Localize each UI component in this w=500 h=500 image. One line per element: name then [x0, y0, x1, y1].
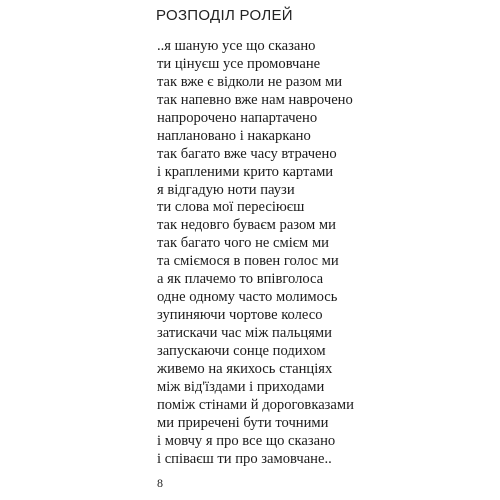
poem-line: і крапленими крито картами: [157, 163, 334, 180]
poem-line: одне одному часто молимось: [157, 289, 338, 306]
poem-line: поміж стінами й дороговказами: [157, 396, 354, 413]
poem-line: напророчено напартачено: [157, 109, 318, 126]
poem-line: запускаючи сонце подихом: [157, 342, 326, 359]
poem-line: та сміємося в повен голос ми: [157, 253, 339, 270]
poem-line: і співаєш ти про замовчане..: [157, 450, 332, 467]
poem-line: так напевно вже нам наврочено: [157, 91, 353, 108]
poem-line: так вже є відколи не разом ми: [157, 73, 343, 90]
page-title: РОЗПОДІЛ РОЛЕЙ: [156, 7, 293, 24]
poem-line: так багато чого не смієм ми: [157, 235, 329, 252]
poem-line: ..я шаную усе що сказано: [157, 38, 316, 54]
poem-line: так багато вже часу втрачено: [157, 145, 337, 162]
poem-line: ти цінуєш усе промовчане: [157, 55, 321, 72]
poem-line: живемо на якихось станціях: [157, 360, 333, 377]
poem-line: ми приречені бути точними: [157, 414, 329, 431]
poem-line: я відгадую ноти паузи: [157, 181, 295, 198]
page-number: 8: [157, 476, 163, 490]
poem-text: [157, 38, 357, 469]
poem-line: так недовго буваєм разом ми: [157, 217, 336, 234]
poem-line: затискачи час між пальцями: [157, 325, 332, 341]
poem-line: і мовчу я про все що сказано: [157, 432, 336, 449]
poem-line: зупиняючи чортове колесо: [157, 307, 323, 324]
poem-line: між від'їздами і приходами: [157, 378, 325, 395]
poem-line: наплановано і накаркано: [157, 127, 311, 144]
poem-line: ти слова мої пересіюєш: [157, 199, 305, 216]
poem-line: а як плачемо то впівголоса: [157, 271, 324, 288]
